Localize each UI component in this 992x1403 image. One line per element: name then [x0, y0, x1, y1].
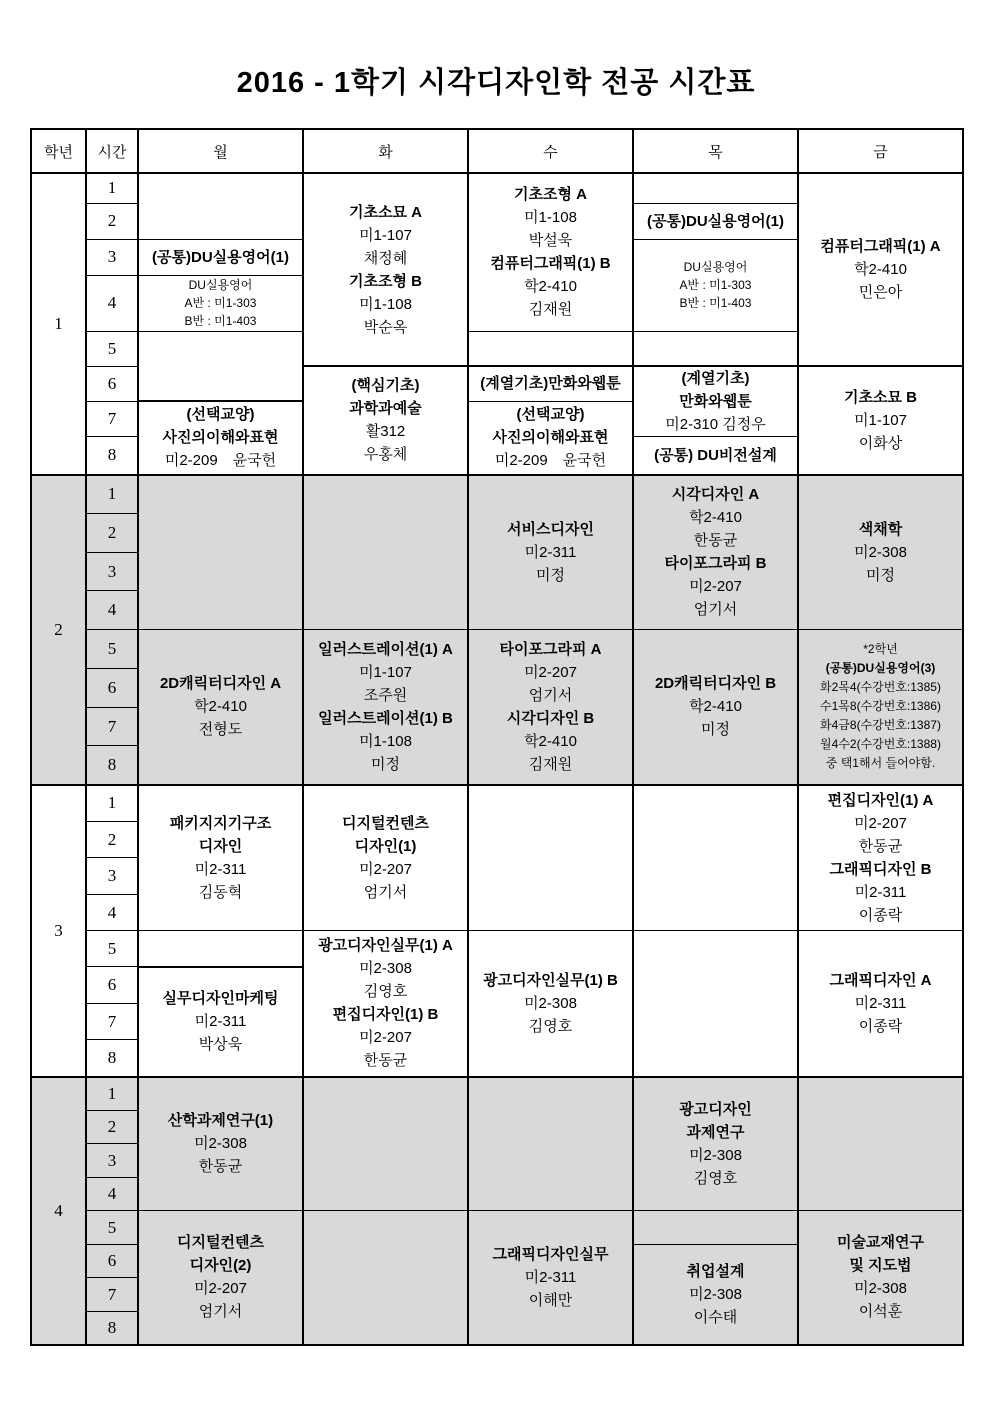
- course-instructor: 이석훈: [858, 1303, 903, 1321]
- course-instructor: 김재원: [528, 755, 573, 773]
- cell-g2-fri-p5-8-note: [798, 630, 963, 785]
- course-room: 미2-207: [359, 1029, 412, 1047]
- note-line: *2학년: [863, 642, 898, 657]
- course-instructor: 채정혜: [363, 249, 408, 267]
- period-number: 7: [86, 708, 138, 746]
- course-title: 기초소묘 B: [844, 388, 917, 406]
- course-title: 컴퓨터그래픽(1) B: [490, 255, 611, 273]
- empty-cell: [468, 785, 633, 931]
- course-room: 학2-410: [524, 278, 577, 296]
- course-room: 학2-410: [524, 732, 577, 750]
- course-room: 미2-308: [194, 1135, 247, 1153]
- course-title: 그래픽디자인실무: [492, 1245, 609, 1263]
- period-number: 3: [86, 239, 138, 275]
- empty-cell: [468, 331, 633, 366]
- course-room: 미1-108: [524, 209, 577, 227]
- course-title: 과제연구: [686, 1123, 745, 1141]
- course-title: 광고디자인실무(1) A: [318, 937, 453, 955]
- course-room: A반 : 미1-303: [679, 278, 752, 292]
- cell-g1-mon-p7-8: [138, 401, 303, 475]
- course-room: 미2-308: [689, 1146, 742, 1164]
- course-instructor: 조주원: [363, 686, 408, 704]
- cell-g1-thu-p2: [633, 203, 798, 239]
- course-room: 학2-410: [854, 261, 907, 278]
- course-title: 패키지지기구조: [169, 814, 272, 832]
- course-room: 미1-107: [359, 226, 412, 244]
- course-room: 미2-311: [194, 860, 247, 878]
- cell-g4-mon-p5-8: [138, 1211, 303, 1345]
- course-room: 미1-108: [359, 732, 412, 750]
- period-number: 4: [86, 591, 138, 630]
- period-number: 6: [86, 967, 138, 1004]
- note-line: 화4금8(수강번호:1387): [820, 718, 941, 733]
- cell-g1-thu-p8: [633, 437, 798, 475]
- course-room: 미2-209 윤국헌: [494, 452, 607, 469]
- course-title: 광고디자인실무(1) B: [483, 971, 618, 989]
- empty-cell: [468, 1077, 633, 1211]
- cell-g1-tue-p6-8: [303, 366, 468, 475]
- course-instructor: 엄기서: [363, 883, 408, 901]
- course-title: (공통)DU실용영어(1): [152, 248, 289, 266]
- cell-g3-mon-p6-8: [138, 967, 303, 1077]
- course-room: 미2-311: [524, 1268, 577, 1286]
- course-room: 학2-410: [194, 698, 247, 716]
- period-number: 3: [86, 1144, 138, 1178]
- course-category: (선택교양): [186, 406, 255, 424]
- cell-g2-thu-p1-4: [633, 475, 798, 630]
- course-room: 미2-311: [194, 1013, 247, 1030]
- course-title: 시각디자인 B: [506, 709, 595, 727]
- period-number: 8: [86, 1312, 138, 1345]
- period-number: 3: [86, 553, 138, 591]
- cell-g2-wed-p1-4: [468, 475, 633, 630]
- period-number: 7: [86, 1004, 138, 1040]
- course-title: (공통)DU실용영어(1): [647, 212, 784, 230]
- period-number: 6: [86, 366, 138, 401]
- course-title: DU실용영어: [683, 260, 748, 274]
- period-number: 7: [86, 401, 138, 437]
- grade-number: 3: [31, 785, 86, 1077]
- course-category: (선택교양): [516, 406, 585, 423]
- period-number: 4: [86, 895, 138, 931]
- empty-cell: [633, 931, 798, 1077]
- cell-g4-wed-p5-8: [468, 1211, 633, 1345]
- cell-g3-fri-p1-4: [798, 785, 963, 931]
- empty-cell: [633, 1211, 798, 1245]
- course-instructor: 미정: [866, 566, 895, 584]
- course-category: (핵심기초): [351, 377, 420, 395]
- course-title: 디자인(2): [189, 1257, 252, 1275]
- course-instructor: 이해만: [528, 1291, 573, 1309]
- note-line: 화2목4(수강번호:1385): [820, 680, 941, 695]
- course-room: 미2-207: [359, 860, 412, 878]
- period-number: 4: [86, 275, 138, 331]
- course-instructor: 한동균: [363, 1052, 408, 1070]
- course-instructor: 엄기서: [198, 1303, 243, 1321]
- period-number: 2: [86, 1111, 138, 1144]
- empty-cell: [633, 785, 798, 931]
- course-room: 학2-410: [689, 509, 742, 527]
- course-title: 기초조형 A: [514, 186, 587, 204]
- course-title: 디자인: [198, 837, 243, 855]
- course-title: 2D캐릭터디자인 B: [654, 675, 777, 693]
- col-header-mon: 월: [138, 129, 303, 173]
- course-instructor: 한동균: [198, 1158, 243, 1176]
- course-title: (계열기초)만화와웹툰: [480, 375, 621, 393]
- course-room: 미2-311: [854, 994, 907, 1012]
- grade-number: 4: [31, 1077, 86, 1345]
- col-header-thu: 목: [633, 129, 798, 173]
- course-room: A반 : 미1-303: [184, 296, 257, 310]
- cell-g2-tue-p5-8: [303, 630, 468, 785]
- period-number: 8: [86, 746, 138, 785]
- col-header-wed: 수: [468, 129, 633, 173]
- course-instructor: 김영호: [363, 983, 408, 1001]
- empty-cell: [633, 173, 798, 203]
- course-instructor: 이종락: [858, 906, 903, 924]
- cell-g1-tue-p1-5: [303, 173, 468, 366]
- course-instructor: 한동균: [693, 532, 738, 550]
- course-title: 일러스트레이션(1) A: [318, 640, 453, 658]
- course-room: 미2-308: [524, 994, 577, 1012]
- course-instructor: 김영호: [693, 1169, 738, 1187]
- course-room: 미2-308: [854, 543, 907, 561]
- cell-g3-mon-p1-4: [138, 785, 303, 931]
- col-header-grade: 학년: [31, 129, 86, 173]
- course-room: 미2-207: [854, 814, 907, 832]
- course-room: 미2-207: [689, 578, 742, 596]
- period-number: 1: [86, 173, 138, 203]
- note-line: 수1목8(수강번호:1386): [820, 699, 941, 714]
- cell-g4-thu-p1-4: [633, 1077, 798, 1211]
- timetable: [30, 128, 964, 1346]
- course-title: 및 지도법: [849, 1257, 912, 1275]
- course-room: 미2-207: [194, 1280, 247, 1298]
- course-title: 산학과제연구(1): [167, 1112, 274, 1130]
- cell-g4-fri-p5-8: [798, 1211, 963, 1345]
- course-instructor: 미정: [371, 755, 400, 773]
- cell-g2-mon-p5-8: [138, 630, 303, 785]
- course-title: 기초조형 B: [349, 272, 422, 290]
- course-title: 색채학: [858, 520, 903, 538]
- col-header-time: 시간: [86, 129, 138, 173]
- period-number: 1: [86, 1077, 138, 1111]
- empty-cell: [303, 1077, 468, 1211]
- course-instructor: 미정: [536, 566, 565, 584]
- course-title: 일러스트레이션(1) B: [318, 709, 453, 727]
- course-instructor: 엄기서: [693, 601, 738, 619]
- cell-g4-thu-p6-8: [633, 1245, 798, 1345]
- cell-g3-tue-p1-4: [303, 785, 468, 931]
- course-instructor: 민은아: [858, 284, 903, 301]
- course-title: 디지털컨텐츠: [342, 814, 429, 832]
- note-line: (공통)DU실용영어(3): [825, 661, 936, 676]
- course-instructor: 김영호: [528, 1017, 573, 1035]
- cell-g1-mon-p4: [138, 275, 303, 331]
- course-title: 광고디자인: [679, 1100, 752, 1118]
- course-category: (계열기초): [681, 370, 750, 387]
- course-title: 타이포그라피 B: [664, 555, 767, 573]
- course-instructor: 전형도: [198, 721, 243, 739]
- course-title: 취업설계: [686, 1262, 745, 1280]
- cell-g3-tue-p5-8: [303, 931, 468, 1077]
- period-number: 5: [86, 331, 138, 366]
- course-instructor: 김동혁: [198, 883, 243, 901]
- cell-g3-wed-p5-8: [468, 931, 633, 1077]
- course-instructor: 이화상: [858, 434, 903, 452]
- period-number: 5: [86, 931, 138, 967]
- course-room: 미2-308: [689, 1285, 742, 1303]
- course-room: 학2-410: [689, 698, 742, 716]
- col-header-fri: 금: [798, 129, 963, 173]
- course-instructor: 이종락: [858, 1017, 903, 1035]
- period-number: 6: [86, 669, 138, 708]
- course-instructor: 박순옥: [363, 318, 408, 336]
- period-number: 8: [86, 1040, 138, 1077]
- period-number: 5: [86, 1211, 138, 1245]
- course-instructor: 박설욱: [528, 232, 573, 250]
- grade-number: 1: [31, 173, 86, 475]
- course-title: 과학과예술: [349, 400, 422, 418]
- course-title: 편집디자인(1) A: [827, 791, 934, 809]
- empty-cell: [138, 475, 303, 630]
- course-instructor: 김재원: [528, 301, 573, 319]
- course-title: 기초소묘 A: [349, 203, 422, 221]
- course-title: 편집디자인(1) B: [332, 1006, 439, 1024]
- cell-g2-wed-p5-8: [468, 630, 633, 785]
- course-title: 실무디자인마케팅: [162, 990, 279, 1007]
- cell-g4-mon-p1-4: [138, 1077, 303, 1211]
- course-room: 활312: [365, 423, 406, 441]
- period-number: 3: [86, 858, 138, 895]
- course-title: (공통) DU비전설계: [654, 446, 777, 464]
- cell-g1-thu-p6-7: [633, 366, 798, 437]
- course-title: 만화와웹툰: [679, 393, 752, 410]
- course-title: 2D캐릭터디자인 A: [159, 675, 282, 693]
- course-room: 미2-311: [524, 543, 577, 561]
- period-number: 1: [86, 475, 138, 514]
- course-title: 서비스디자인: [507, 520, 594, 538]
- course-title: 시각디자인 A: [671, 486, 760, 504]
- period-number: 5: [86, 630, 138, 669]
- empty-cell: [138, 331, 303, 401]
- empty-cell: [303, 1211, 468, 1345]
- course-room: 미1-107: [359, 663, 412, 681]
- period-number: 2: [86, 203, 138, 239]
- header-row: [31, 129, 963, 173]
- note-line: 월4수2(수강번호:1388): [820, 737, 941, 752]
- course-title: 사진의이해와표현: [492, 429, 609, 446]
- course-room: 미2-207: [524, 663, 577, 681]
- course-instructor: 엄기서: [528, 686, 573, 704]
- col-header-tue: 화: [303, 129, 468, 173]
- course-title: 타이포그라피 A: [499, 640, 602, 658]
- course-title: 그래픽디자인 A: [829, 971, 932, 989]
- cell-g1-fri-p1-5: [798, 173, 963, 366]
- page-title: 2016 - 1학기 시각디자인학 전공 시간표: [236, 67, 756, 99]
- course-room: 미2-308: [854, 1280, 907, 1298]
- course-instructor: 미정: [701, 721, 730, 739]
- empty-cell: [303, 475, 468, 630]
- cell-g1-thu-p3-4: [633, 239, 798, 331]
- course-room: 미2-209 윤국헌: [164, 452, 277, 470]
- period-number: 2: [86, 514, 138, 553]
- cell-g2-fri-p1-4: [798, 475, 963, 630]
- course-title: 컴퓨터그래픽(1) A: [820, 238, 941, 255]
- cell-g1-wed-p6: [468, 366, 633, 401]
- period-number: 8: [86, 437, 138, 475]
- course-instructor: 한동균: [858, 837, 903, 855]
- course-title: 미술교재연구: [837, 1234, 924, 1252]
- empty-cell: [138, 173, 303, 239]
- period-number: 2: [86, 822, 138, 858]
- cell-g1-fri-p6-8: [798, 366, 963, 475]
- course-title: 디자인(1): [354, 837, 417, 855]
- course-title: 그래픽디자인 B: [829, 860, 932, 878]
- course-room: 미2-311: [854, 883, 907, 901]
- course-room: 미2-310 김정우: [665, 416, 766, 433]
- cell-g3-fri-p5-8: [798, 931, 963, 1077]
- empty-cell: [138, 931, 303, 967]
- cell-g1-wed-p1-4: [468, 173, 633, 331]
- cell-g1-mon-p3: [138, 239, 303, 275]
- cell-g2-thu-p5-8: [633, 630, 798, 785]
- course-instructor: 박상욱: [198, 1036, 243, 1053]
- course-room: B반 : 미1-403: [679, 296, 752, 310]
- course-title: DU실용영어: [188, 278, 253, 292]
- course-instructor: 우홍체: [363, 446, 408, 464]
- course-room: 미1-108: [359, 295, 412, 313]
- period-number: 1: [86, 785, 138, 822]
- grade-number: 2: [31, 475, 86, 785]
- course-title: 디지털컨텐츠: [177, 1234, 264, 1252]
- period-number: 4: [86, 1178, 138, 1211]
- course-room: B반 : 미1-403: [184, 314, 257, 328]
- course-room: 미1-107: [854, 411, 907, 429]
- course-title: 사진의이해와표현: [162, 429, 279, 447]
- note-line: 중 택1해서 들어야함.: [825, 756, 936, 771]
- period-number: 7: [86, 1278, 138, 1312]
- cell-g1-wed-p7-8: [468, 401, 633, 475]
- course-room: 미2-308: [359, 960, 412, 978]
- empty-cell: [798, 1077, 963, 1211]
- course-instructor: 이수태: [693, 1308, 738, 1326]
- period-number: 6: [86, 1245, 138, 1278]
